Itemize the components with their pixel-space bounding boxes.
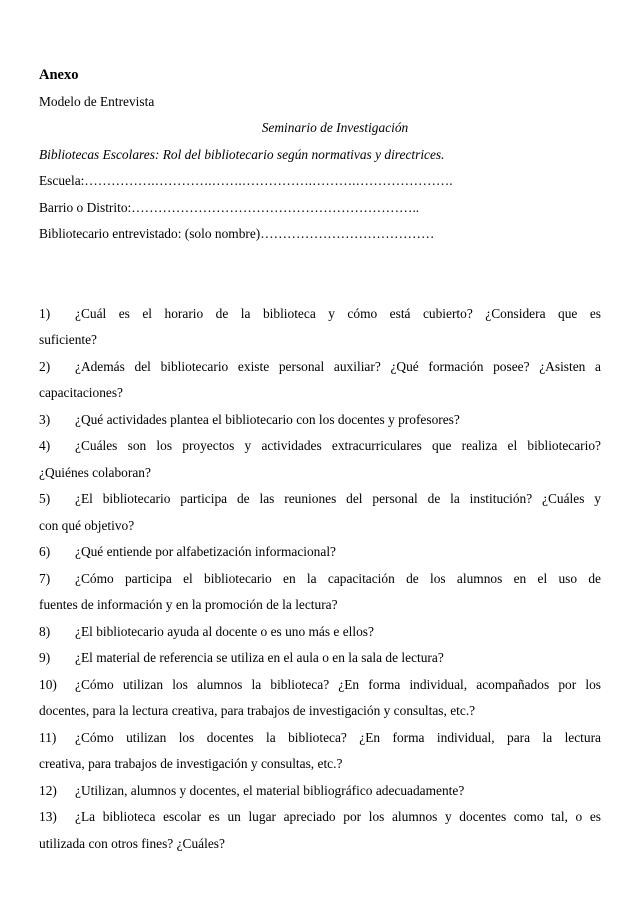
question-text: ¿El material de referencia se utiliza en el aula o en la sala de lectura? [75,650,444,665]
field-barrio: Barrio o Distrito:……………………………………………………….. [39,199,420,215]
question-text: ¿El bibliotecario participa de las reuniones del personal de la institución? ¿Cuáles y [75,491,601,506]
question-number: 7) [39,570,51,586]
question-first-line [39,804,601,831]
document-title: Anexo [39,67,79,83]
question-number: 9) [39,650,51,665]
question-text: ¿Qué entiende por alfabetización informacional? [75,544,336,559]
question-continuation: con qué objetivo? [39,517,135,533]
question-item [39,301,601,354]
question-continuation: ¿Quiénes colaboran? [39,464,151,480]
question-first-line [39,301,601,328]
question-item [39,566,601,619]
topic-heading: Bibliotecas Escolares: Rol del bibliotecario según normativas y directrices. [39,146,445,162]
question-text: ¿Cuál es el horario de la biblioteca y cómo está cubierto? ¿Considera que es [75,305,601,321]
question-number: 12) [39,782,57,798]
question-number: 11) [39,729,57,745]
question-item [39,486,601,539]
question-first-line [39,645,601,672]
question-number: 10) [39,676,57,692]
question-continuation: fuentes de información y en la promoción de la lectura? [39,597,338,612]
question-number: 13) [39,809,57,824]
question-list [39,301,601,858]
question-text: ¿Qué actividades plantea el bibliotecario con los docentes y profesores? [75,411,460,427]
question-text: ¿La biblioteca escolar es un lugar apreciado por los alumnos y docentes como tal, o es [75,809,601,824]
question-item [39,725,601,778]
seminar-heading: Seminario de Investigación [261,120,409,135]
question-continuation: capacitaciones? [39,385,124,400]
question-number: 3) [39,411,51,427]
question-first-line [39,778,601,805]
question-text: ¿Cómo utilizan los docentes la biblioteca? ¿En forma individual, para la lectura [75,729,601,745]
document-page [39,62,601,857]
question-first-line [39,619,601,646]
question-text: ¿El bibliotecario ayuda al docente o es uno más e ellos? [75,623,374,639]
question-first-line [39,566,601,593]
question-number: 4) [39,438,51,453]
question-text: ¿Cuáles son los proyectos y actividades extracurriculares que realiza el bibliotecario? [75,438,601,453]
question-first-line [39,486,601,513]
question-number: 5) [39,491,51,506]
field-bibliotecario: Bibliotecario entrevistado: (solo nombre)………………………………… [39,226,435,241]
question-number: 8) [39,623,51,639]
question-number: 1) [39,305,51,321]
question-first-line [39,354,601,381]
question-item [39,539,601,566]
question-item [39,407,601,434]
question-number: 6) [39,544,51,559]
question-number: 2) [39,358,51,374]
question-first-line [39,672,601,699]
question-item [39,672,601,725]
question-item [39,433,601,486]
field-escuela: Escuela:…………….………….…….…………….……….…………………. [39,173,453,188]
question-text: ¿Cómo participa el bibliotecario en la capacitación de los alumnos en el uso de [75,570,601,586]
question-first-line [39,407,601,434]
question-continuation: docentes, para la lectura creativa, para trabajos de investigación y consultas, etc.? [39,703,476,718]
question-continuation: creativa, para trabajos de investigación y consultas, etc.? [39,756,343,771]
section-spacer [39,248,601,301]
question-text: ¿Utilizan, alumnos y docentes, el material bibliográfico adecuadamente? [75,782,465,798]
question-first-line [39,539,601,566]
question-text: ¿Cómo utilizan los alumnos la biblioteca? ¿En forma individual, acompañados por los [75,676,601,692]
question-first-line [39,725,601,752]
question-item [39,619,601,646]
question-item [39,645,601,672]
question-item [39,778,601,805]
question-first-line [39,433,601,460]
question-continuation: utilizada con otros fines? ¿Cuáles? [39,835,225,851]
document-subtitle: Modelo de Entrevista [39,93,155,109]
question-item [39,804,601,857]
question-item [39,354,601,407]
question-continuation: suficiente? [39,332,97,347]
question-text: ¿Además del bibliotecario existe personal auxiliar? ¿Qué formación posee? ¿Asisten a [75,358,601,374]
